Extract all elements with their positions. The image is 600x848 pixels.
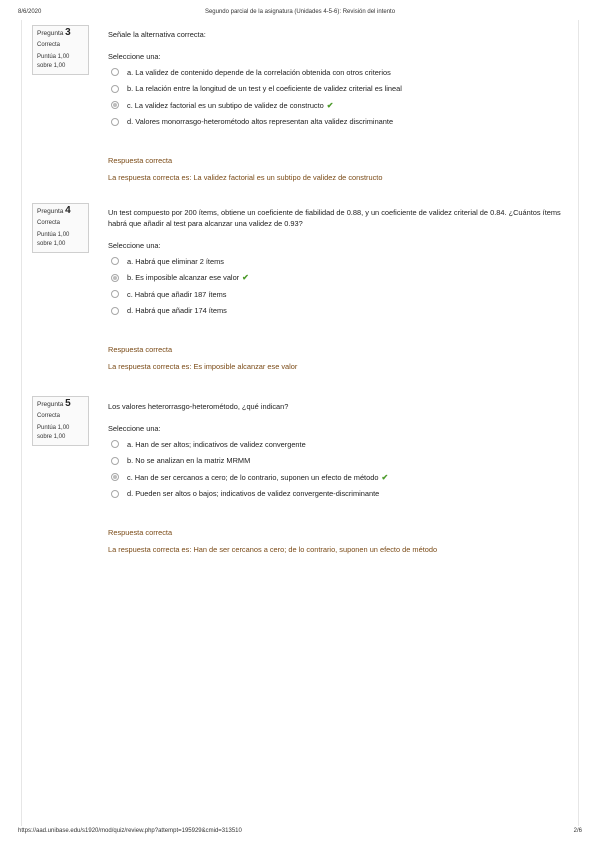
feedback [108, 345, 568, 372]
question-grade: Puntúa 1,00 [37, 232, 70, 238]
checkmark-icon: ✔ [242, 273, 249, 283]
option-label: d. Pueden ser altos o bajos; indicativos de validez convergente-discriminante [127, 489, 380, 499]
answer-option-b[interactable] [108, 81, 568, 98]
question-state: Correcta [37, 413, 61, 419]
option-label: b. Es imposible alcanzar ese valor [127, 273, 240, 283]
question-label: Pregunta [37, 30, 64, 37]
radio-icon[interactable] [111, 457, 119, 465]
option-label: c. Habrá que añadir 187 ítems [127, 289, 227, 299]
checkmark-icon: ✔ [381, 472, 389, 482]
question-number: 3 [65, 27, 71, 38]
answer-option-a[interactable] [108, 436, 568, 453]
radio-icon[interactable] [111, 290, 119, 298]
answer-option-b[interactable] [108, 453, 568, 470]
radio-selected-icon[interactable] [111, 473, 119, 481]
answer-option-d[interactable] [108, 114, 568, 131]
question-text: Los valores heterorrasgo-heterométodo, ¿qué indican? [108, 402, 289, 411]
print-footer [18, 828, 582, 838]
radio-selected-icon[interactable] [111, 101, 119, 109]
question-number: 4 [65, 205, 71, 216]
answer-option-a[interactable] [108, 253, 568, 270]
question-content [108, 29, 568, 183]
select-one-label: Seleccione una: [108, 52, 161, 61]
question-text: Un test compuesto por 200 ítems, obtiene un coeficiente de fiabilidad de 0.88, y un coeficiente de validez criterial de 0.84. ¿Cuántos ítems habrá que añadir al test para alcanzar una validez de 0.93? [108, 208, 561, 228]
answer-option-d[interactable] [108, 303, 568, 320]
radio-icon[interactable] [111, 490, 119, 498]
radio-icon[interactable] [111, 68, 119, 76]
feedback [108, 156, 568, 183]
answer-option-b[interactable] [108, 270, 568, 287]
checkmark-icon: ✔ [326, 100, 334, 110]
print-header [18, 9, 582, 19]
feedback-title: Respuesta correcta [108, 528, 173, 537]
question-max-grade: sobre 1,00 [37, 241, 66, 247]
question-label: Pregunta [37, 208, 64, 215]
question-grade: Puntúa 1,00 [37, 425, 70, 431]
question-grade: Puntúa 1,00 [37, 54, 70, 60]
answer-option-d[interactable] [108, 486, 568, 503]
option-label: d. Habrá que añadir 174 ítems [127, 306, 227, 316]
feedback-title: Respuesta correcta [108, 345, 173, 354]
radio-icon[interactable] [111, 85, 119, 93]
option-label: a. Han de ser altos; indicativos de validez convergente [127, 439, 306, 449]
option-label: c. Han de ser cercanos a cero; de lo contrario, suponen un efecto de método [127, 472, 379, 482]
print-date: 8/6/2020 [18, 9, 42, 15]
option-label: b. No se analizan en la matriz MRMM [127, 456, 251, 466]
radio-icon[interactable] [111, 118, 119, 126]
answer-option-c[interactable] [108, 286, 568, 303]
radio-icon[interactable] [111, 440, 119, 448]
question-max-grade: sobre 1,00 [37, 63, 66, 69]
correct-answer-text: La respuesta correcta es: Han de ser cercanos a cero; de lo contrario, suponen un efecto de método [108, 545, 438, 554]
question-content [108, 207, 568, 372]
question-text: Señale la alternativa correcta: [108, 30, 206, 39]
question-max-grade: sobre 1,00 [37, 434, 66, 440]
quiz-review-frame [21, 20, 579, 826]
option-label: a. Habrá que eliminar 2 ítems [127, 256, 224, 266]
question-state: Correcta [37, 220, 61, 226]
radio-icon[interactable] [111, 257, 119, 265]
question-info [32, 25, 89, 75]
option-label: d. Valores monorrasgo-heterométodo altos representan alta validez discriminante [127, 117, 394, 127]
option-label: a. La validez de contenido depende de la correlación obtenida con otros criterios [127, 67, 391, 77]
feedback [108, 528, 568, 555]
answer-options [108, 253, 568, 319]
answer-option-a[interactable] [108, 64, 568, 81]
question-state: Correcta [37, 42, 61, 48]
correct-answer-text: La respuesta correcta es: La validez factorial es un subtipo de validez de constructo [108, 173, 383, 182]
print-title: Segundo parcial de la asignatura (Unidades 4-5-6): Revisión del intento [204, 9, 396, 15]
option-label: b. La relación entre la longitud de un test y el coeficiente de validez criterial es lineal [127, 84, 402, 94]
answer-options [108, 436, 568, 502]
select-one-label: Seleccione una: [108, 424, 161, 433]
question-info [32, 396, 89, 446]
page-number: 2/6 [573, 828, 582, 834]
option-label: c. La validez factorial es un subtipo de validez de constructo [127, 100, 324, 110]
radio-icon[interactable] [111, 307, 119, 315]
correct-answer-text: La respuesta correcta es: Es imposible alcanzar ese valor [108, 362, 298, 371]
select-one-label: Seleccione una: [108, 241, 161, 250]
question-label: Pregunta [37, 401, 64, 408]
question-content [108, 401, 568, 555]
print-url: https://aad.unibase.edu/s1920/mod/quiz/review.php?attempt=195929&cmid=313510 [18, 828, 242, 834]
question-number: 5 [65, 398, 71, 409]
radio-selected-icon[interactable] [111, 274, 119, 282]
answer-option-c[interactable] [108, 469, 568, 486]
question-info [32, 203, 89, 253]
feedback-title: Respuesta correcta [108, 156, 173, 165]
answer-option-c[interactable] [108, 97, 568, 114]
answer-options [108, 64, 568, 130]
